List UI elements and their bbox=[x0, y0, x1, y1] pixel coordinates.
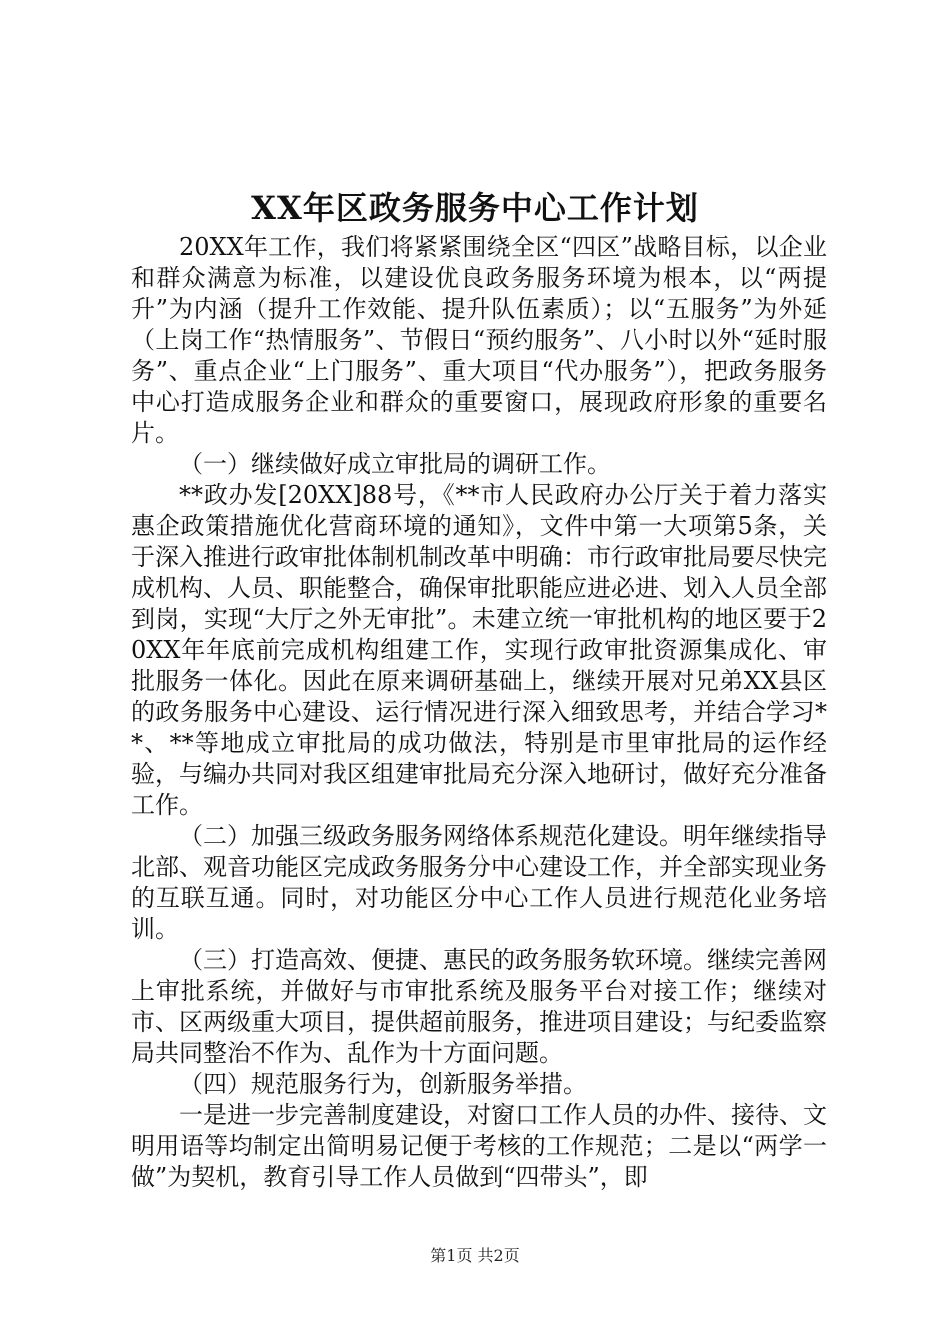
document-body bbox=[131, 232, 827, 1193]
paragraph-section-3: （三）打造高效、便捷、惠民的政务服务软环境。继续完善网上审批系统，并做好与市审批系统及服务平台对接工作；继续对市、区两级重大项目，提供超前服务，推进项目建设；与纪委监察局共同整治不作为、乱作为十方面问题。 bbox=[131, 946, 827, 1067]
section-heading-1: （一）继续做好成立审批局的调研工作。 bbox=[179, 450, 611, 478]
paragraph-intro: 20XX年工作，我们将紧紧围绕全区“四区”战略目标，以企业和群众满意为标准，以建设优良政务服务环境为根本，以“两提升”为内涵（提升工作效能、提升队伍素质）；以“五服务”为外延（上岗工作“热情服务”、节假日“预约服务”、八小时以外“延时服务”、重点企业“上门服务”、重大项目“代办服务”），把政务服务中心打造成服务企业和群众的重要窗口，展现政府形象的重要名片。 bbox=[131, 233, 827, 447]
page-number-footer: 第1页 共2页 bbox=[430, 1246, 520, 1265]
section-heading-4: （四）规范服务行为，创新服务举措。 bbox=[179, 1070, 587, 1098]
paragraph-section-4: 一是进一步完善制度建设，对窗口工作人员的办件、接待、文明用语等均制定出简明易记便于考核的工作规范；二是以“两学一做”为契机，教育引导工作人员做到“四带头”，即 bbox=[131, 1101, 827, 1191]
paragraph-section-1: **政办发[20XX]88号，《**市人民政府办公厅关于着力落实惠企政策措施优化营商环境的通知》，文件中第一大项第5条，关于深入推进行政审批体制机制改革中明确：市行政审批局要尽快完成机构、人员、职能整合，确保审批职能应进必进、划入人员全部到岗，实现“大厅之外无审批”。未建立统一审批机构的地区要于20XX年年底前完成机构组建工作，实现行政审批资源集成化、审批服务一体化。因此在原来调研基础上，继续开展对兄弟XX县区的政务服务中心建设、运行情况进行深入细致思考，并结合学习**、**等地成立审批局的成功做法，特别是市里审批局的运作经验，与编办共同对我区组建审批局充分深入地研讨，做好充分准备工作。 bbox=[131, 481, 827, 819]
document-title: XX年区政务服务中心工作计划 bbox=[251, 189, 699, 227]
paragraph-section-2: （二）加强三级政务服务网络体系规范化建设。明年继续指导北部、观音功能区完成政务服务分中心建设工作，并全部实现业务的互联互通。同时，对功能区分中心工作人员进行规范化业务培训。 bbox=[131, 822, 827, 943]
